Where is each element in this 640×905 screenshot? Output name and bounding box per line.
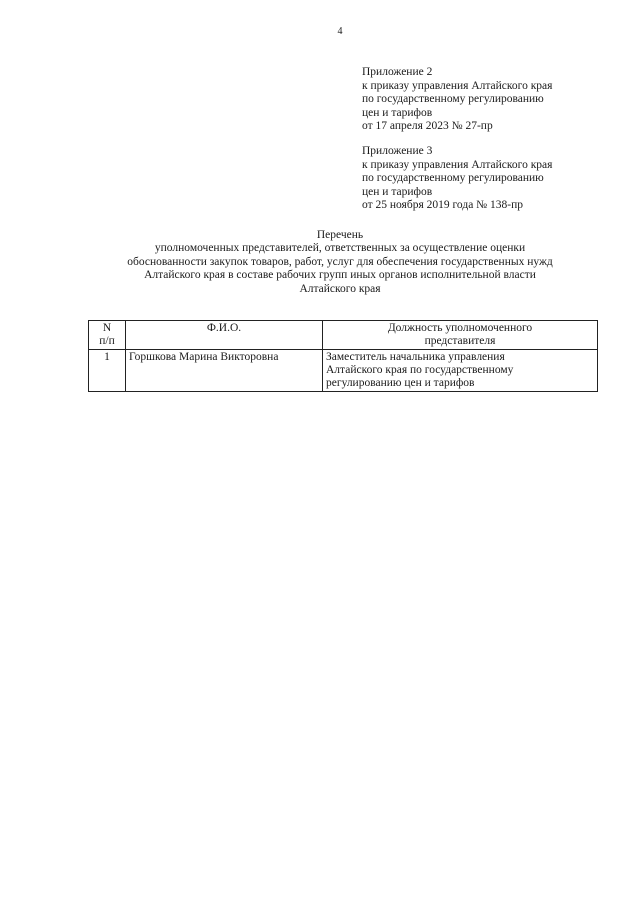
appendix-line: Приложение 2: [362, 66, 433, 78]
header-position: Должность уполномоченного представителя: [323, 321, 598, 350]
appendix-line: Приложение 3: [362, 145, 433, 157]
cell-full-name: Горшкова Марина Викторовна: [126, 350, 323, 392]
document-title: [60, 229, 620, 296]
appendix-line: к приказу управления Алтайского края: [362, 158, 553, 171]
title-line: Алтайского края: [299, 282, 381, 295]
representatives-table: [88, 320, 598, 392]
header-full-name: Ф.И.О.: [126, 321, 323, 350]
appendix-2-block: [362, 66, 622, 134]
appendix-3-block: [362, 145, 622, 213]
appendix-line: по государственному регулированию: [362, 172, 544, 185]
page-number: 4: [337, 26, 343, 37]
title-line: обоснованности закупок товаров, работ, услуг для обеспечения государственных нужд: [127, 255, 553, 268]
header-number: N п/п: [89, 321, 126, 350]
cell-number: 1: [89, 350, 126, 392]
table-row: [89, 350, 598, 392]
table-header-row: [89, 321, 598, 350]
title-line: уполномоченных представителей, ответственных за осуществление оценки: [154, 242, 526, 255]
appendix-line: цен и тарифов: [362, 106, 433, 119]
appendix-line: по государственному регулированию: [362, 93, 544, 106]
title-line: Алтайского края в составе рабочих групп иных органов исполнительной власти: [144, 269, 536, 282]
appendix-line: от 17 апреля 2023 № 27-пр: [362, 120, 493, 133]
appendix-line: к приказу управления Алтайского края: [362, 79, 553, 92]
cell-position: Заместитель начальника управления Алтайского края по государственному регулированию цен и тарифов: [323, 350, 598, 392]
appendix-line: цен и тарифов: [362, 185, 433, 198]
appendix-line: от 25 ноября 2019 года № 138-пр: [362, 199, 523, 212]
title-line: Перечень: [316, 229, 364, 241]
